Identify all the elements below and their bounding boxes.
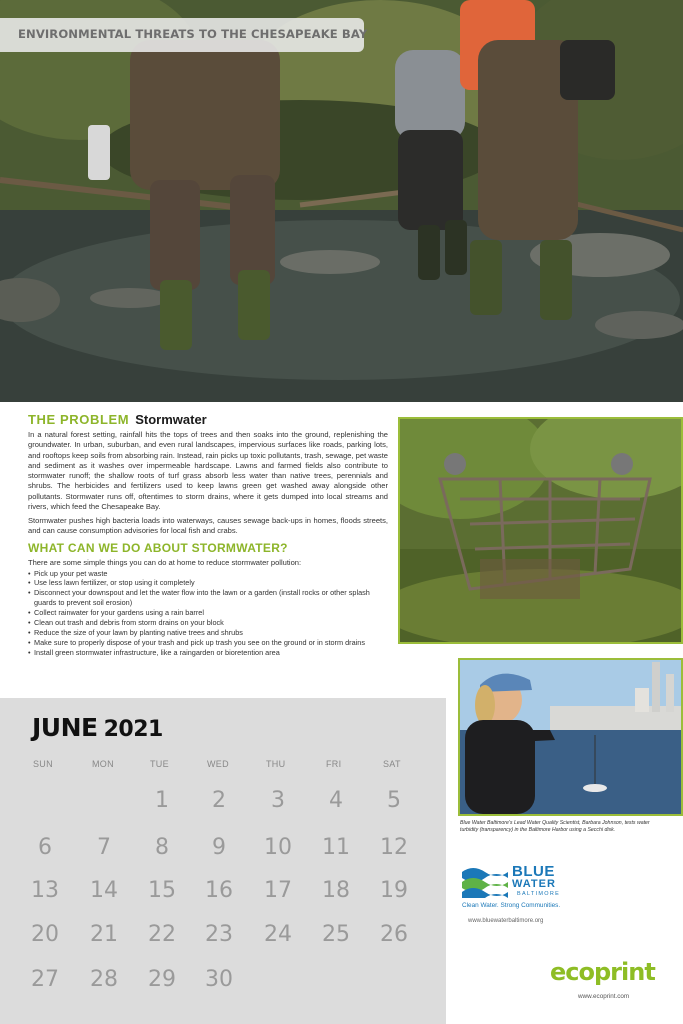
list-item: • Install green stormwater infrastructure, like a raingarden or bioretention area xyxy=(28,648,388,658)
calendar-day: 11 xyxy=(322,835,350,860)
blue-water-baltimore-logo xyxy=(462,862,574,912)
shopping-cart-illustration xyxy=(400,419,681,642)
problem-paragraph: Stormwater pushes high bacteria loads into waterways, causes sewage back-ups in homes, floods streets, and can cause consumption advisories for local fish and crabs. xyxy=(28,516,388,536)
calendar-day: 25 xyxy=(322,922,350,947)
calendar-day: 23 xyxy=(205,922,233,947)
calendar-day: 15 xyxy=(148,878,176,903)
calendar-day: 18 xyxy=(322,878,350,903)
photo-caption: Blue Water Baltimore's Lead Water Quality Scientist, Barbara Johnson, tests water turbidity (transparency) in the Baltimore Harbor using a Secchi disk. xyxy=(460,820,650,833)
calendar-day: 3 xyxy=(271,788,285,813)
logo-tagline: Clean Water. Strong Communities. xyxy=(462,902,561,909)
list-item: • Reduce the size of your lawn by planting native trees and shrubs xyxy=(28,628,388,638)
weekday-label: SAT xyxy=(383,759,401,769)
solution-heading: WHAT CAN WE DO ABOUT STORMWATER? xyxy=(28,540,288,555)
weekday-label: FRI xyxy=(326,759,342,769)
section-banner xyxy=(0,18,368,52)
hero-photo-illustration xyxy=(0,0,683,402)
calendar-day: 13 xyxy=(31,878,59,903)
calendar xyxy=(0,698,446,1024)
list-item: • Pick up your pet waste xyxy=(28,569,388,579)
solution-tips-list xyxy=(28,569,388,658)
shopping-cart-photo xyxy=(398,417,683,644)
calendar-day: 9 xyxy=(212,835,226,860)
ecoprint-url[interactable]: www.ecoprint.com xyxy=(578,993,630,1000)
calendar-day: 8 xyxy=(155,835,169,860)
banner-title: ENVIRONMENTAL THREATS TO THE CHESAPEAKE BAY xyxy=(18,27,368,41)
calendar-day: 10 xyxy=(264,835,292,860)
calendar-day: 12 xyxy=(380,835,408,860)
calendar-day: 7 xyxy=(97,835,111,860)
scientist-photo xyxy=(458,658,683,816)
calendar-day: 26 xyxy=(380,922,408,947)
solution-intro: There are some simple things you can do at home to reduce stormwater pollution: xyxy=(28,557,302,567)
problem-heading xyxy=(28,412,388,427)
calendar-day: 30 xyxy=(205,967,233,992)
list-item: • Disconnect your downspout and let the water flow into the lawn or a garden (install rocks or other splash guards to prevent soil erosion) xyxy=(28,588,388,608)
weekday-label: TUE xyxy=(150,759,169,769)
hero-photo xyxy=(0,0,683,402)
calendar-day: 29 xyxy=(148,967,176,992)
calendar-title xyxy=(32,713,163,742)
calendar-day: 22 xyxy=(148,922,176,947)
list-item: • Use less lawn fertilizer, or stop using it completely xyxy=(28,578,388,588)
calendar-day: 27 xyxy=(31,967,59,992)
calendar-month: JUNE xyxy=(32,713,98,742)
calendar-day: 14 xyxy=(90,878,118,903)
calendar-day: 2 xyxy=(212,788,226,813)
calendar-day: 1 xyxy=(155,788,169,813)
calendar-day: 21 xyxy=(90,922,118,947)
blue-water-url[interactable]: www.bluewaterbaltimore.org xyxy=(468,918,544,924)
weekday-label: THU xyxy=(266,759,286,769)
calendar-day: 28 xyxy=(90,967,118,992)
calendar-day: 20 xyxy=(31,922,59,947)
ecoprint-logo: ecoprint xyxy=(550,958,655,986)
calendar-day: 6 xyxy=(38,835,52,860)
logo-text-water: WATER xyxy=(512,878,556,890)
scientist-illustration xyxy=(460,660,681,814)
wave-icon xyxy=(462,864,508,898)
weekday-label: MON xyxy=(92,759,114,769)
calendar-year: 2021 xyxy=(103,717,163,742)
problem-title: THE PROBLEM xyxy=(28,412,130,427)
calendar-day: 4 xyxy=(329,788,343,813)
calendar-day: 16 xyxy=(205,878,233,903)
problem-paragraph: In a natural forest setting, rainfall hits the tops of trees and then soaks into the ground, replenishing the groundwater. In urban, suburban, and even rural landscapes, impervious surfaces like roads, parking lots, and rooftops keep soils from absorbing rain. Instead, rain picks up toxic pollutants, trash, sewage, pet waste and sediment as it washes over impermeable hardscape. Lawns and farmed fields also contribute to stormwater runoff; the shallow roots of turf grass absorb less water than native trees, perennials and shrubs. The herbicides and fertilizers used to keep lawns green get washed away alongside other pollutants. Stormwater runs off, oftentimes to storm drains, where it gets dumped into local streams and rivers, which feed the Chesapeake Bay. xyxy=(28,430,388,511)
problem-subtitle: Stormwater xyxy=(135,412,207,427)
article xyxy=(28,412,388,658)
weekday-label: WED xyxy=(207,759,229,769)
list-item: • Collect rainwater for your gardens using a rain barrel xyxy=(28,608,388,618)
calendar-day: 5 xyxy=(387,788,401,813)
calendar-day: 17 xyxy=(264,878,292,903)
weekday-label: SUN xyxy=(33,759,53,769)
logo-text-baltimore: BALTIMORE xyxy=(517,891,561,897)
logo-text-blue: BLUE xyxy=(512,863,555,880)
calendar-day: 24 xyxy=(264,922,292,947)
list-item: • Make sure to properly dispose of your trash and pick up trash you see on the ground or in storm drains xyxy=(28,638,388,648)
list-item: • Clean out trash and debris from storm drains on your block xyxy=(28,618,388,628)
calendar-day: 19 xyxy=(380,878,408,903)
